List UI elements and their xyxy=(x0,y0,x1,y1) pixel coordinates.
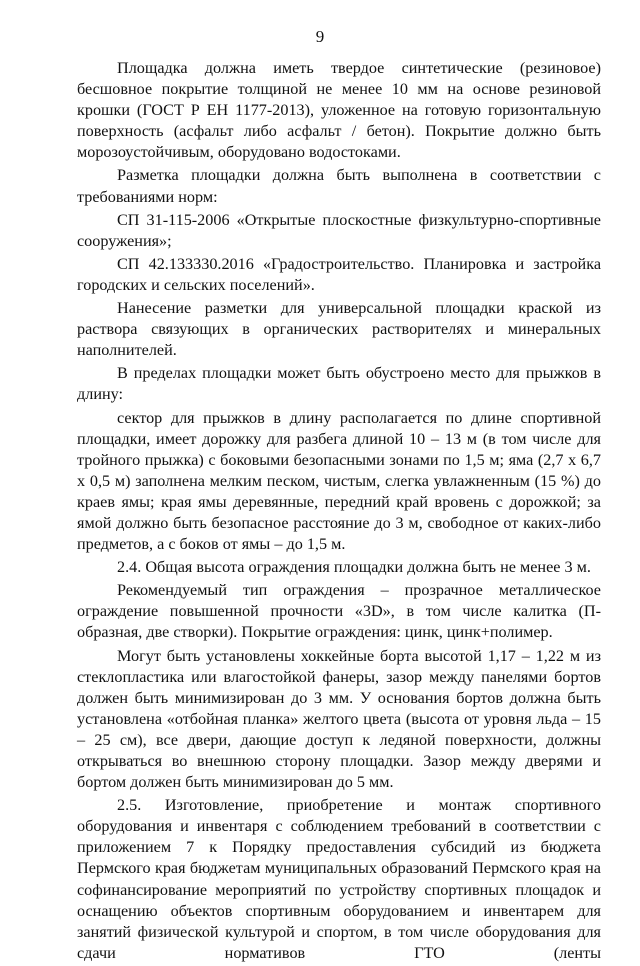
paragraph-jump-sector: сектор для прыжков в длину располагается по длине спортивной площадки, имеет дорожку для разбега длиной 10 – 13 м (в том числе для тройного прыжка) с боковыми безопасными зонами по 1,5 м; яма (2,7 x 6,7 x 0,5 м) заполнена мелким песком, чистым, слегка увлажненным (15 %) до краев ямы; края ямы деревянные, передний край вровень с дорожкой; за ямой должно быть безопасное расстояние до 3 м, свободное от каких-либо предметов, а с боков от ямы – до 1,5 м. xyxy=(77,408,601,554)
paragraph-surface: Площадка должна иметь твердое синтетические (резиновое) бесшовное покрытие толщиной не менее 10 мм на основе резиновой крошки (ГОСТ Р ЕН 1177-2013), уложенное на готовую горизонтальную поверхность (асфальт либо асфальт / бетон). Покрытие должно быть морозоустойчивым, оборудовано водостоками. xyxy=(77,59,601,162)
page-number: 9 xyxy=(315,27,325,46)
paragraph-paint: Нанесение разметки для универсальной площадки краской из раствора связующих в органических растворителях и минеральных наполнителей. xyxy=(77,299,601,360)
paragraph-jump-area: В пределах площадки может быть обустроено место для прыжков в длину: xyxy=(77,364,601,404)
paragraph-2-5: 2.5. Изготовление, приобретение и монтаж спортивного оборудования и инвентаря с соблюдением требований в соответствии с приложением 7 к Порядку предоставления субсидий из бюджета Пермского края бюджетам муниципальных образований Пермского края на софинансирование мероприятий по устройству спортивных площадок и оснащению объектов спортивным оборудованием и инвентарем для занятий физической культурой и спортом, в том числе оборудования для сдачи нормативов ГТО (ленты xyxy=(77,796,601,962)
document-body xyxy=(77,58,601,966)
paragraph-marking: Разметка площадки должна быть выполнена в соответствии с требованиями норм: xyxy=(77,166,601,206)
paragraph-hockey-boards: Могут быть установлены хоккейные борта высотой 1,17 – 1,22 м из стеклопластика или влагостойкой фанеры, зазор между панелями бортов должен быть минимизирован до 3 мм. У основания бортов должна быть установлена «отбойная планка» желтого цвета (высота от уровня льда – 15 – 25 см), все двери, дающие доступ к ледяной поверхности, должны открываться во внешнюю сторону площадки. Зазор между дверями и бортом должен быть минимизирован до 5 мм. xyxy=(77,646,601,792)
paragraph-sp-42: СП 42.133330.2016 «Градостроительство. Планировка и застройка городских и сельских поселений». xyxy=(77,254,601,294)
paragraph-sp-31: СП 31-115-2006 «Открытые плоскостные физкультурно-спортивные сооружения»; xyxy=(77,210,601,250)
paragraph-2-4: 2.4. Общая высота ограждения площадки должна быть не менее 3 м. xyxy=(117,558,591,577)
paragraph-fence-type: Рекомендуемый тип ограждения – прозрачное металлическое ограждение повышенной прочности «3D», в том числе калитка (П-образная, две створки). Покрытие ограждения: цинк, цинк+полимер. xyxy=(77,581,601,642)
